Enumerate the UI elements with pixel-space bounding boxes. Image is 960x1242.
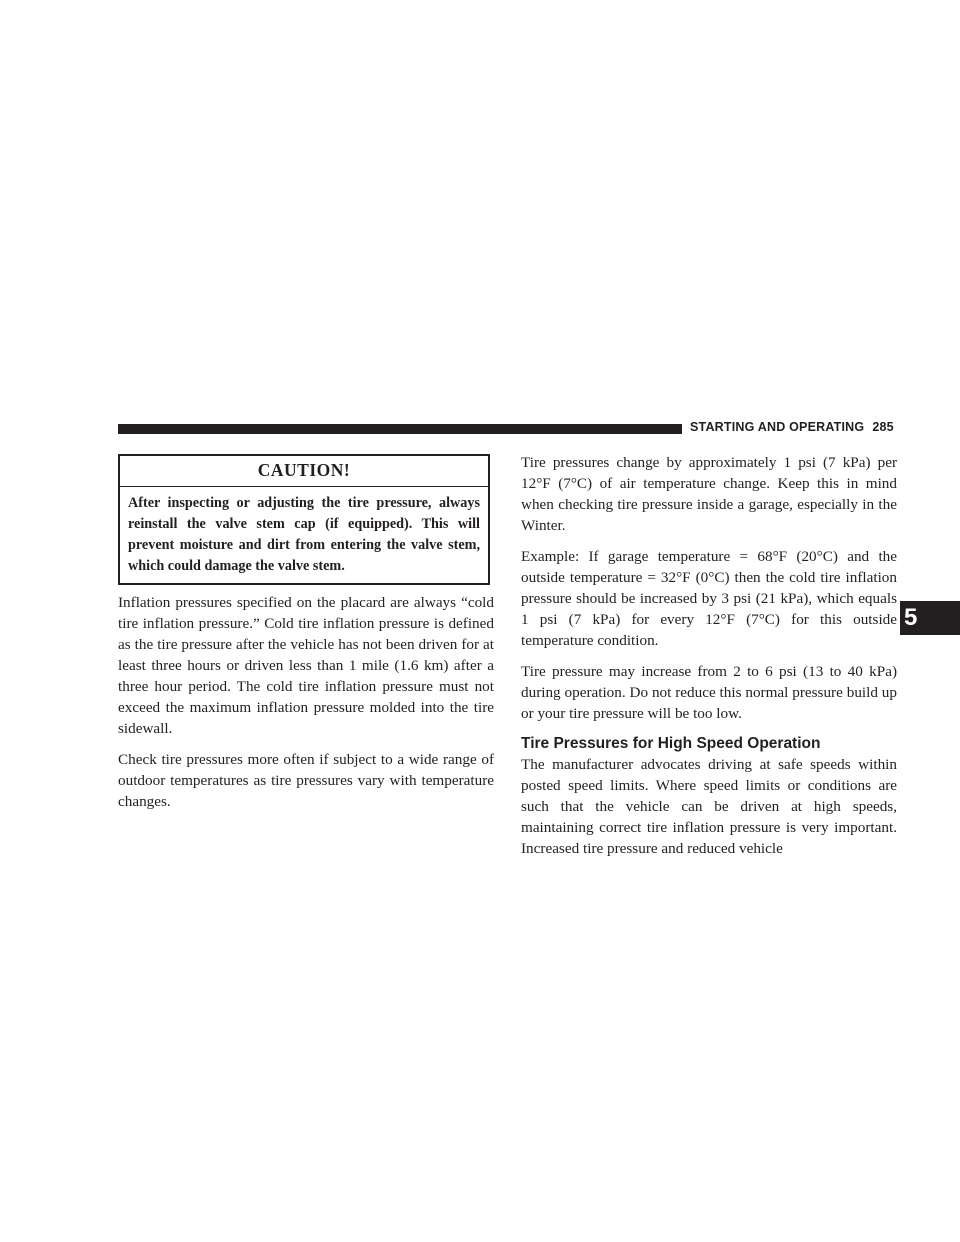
paragraph-check-often: Check tire pressures more often if subject to a wide range of outdoor temperatures as tire pressures vary with temperature changes. [118,751,494,810]
caution-text: After inspecting or adjusting the tire pressure, always reinstall the valve stem cap (if equipped). This will prevent moisture and dirt from entering the valve stem, which could damage the valve stem. [128,495,480,574]
right-column [521,452,897,869]
section-tab: 5 [900,601,960,635]
paragraph-operation-increase: Tire pressure may increase from 2 to 6 psi (13 to 40 kPa) during operation. Do not reduce this normal pressure build up or your tire pressure will be too low. [521,663,897,722]
paragraph-high-speed: The manufacturer advocates driving at safe speeds within posted speed limits. Where speed limits or conditions are such that the vehicle can be driven at high speeds, maintaining correct tire inflation pressure is very important. Increased tire pressure and reduced vehicle [521,756,897,857]
subheading-high-speed: Tire Pressures for High Speed Operation [521,735,821,752]
caution-title: CAUTION! [120,456,488,487]
caution-box [118,454,490,585]
page-number: 285 [872,420,894,434]
paragraph-example: Example: If garage temperature = 68°F (20°C) and the outside temperature = 32°F (0°C) then the cold tire inflation pressure should be increased by 3 psi (21 kPa), which equals 1 psi (7 kPa) for every 12°F (7°C) for this outside temperature condition. [521,548,897,649]
running-header [690,420,894,434]
section-title: STARTING AND OPERATING [690,420,865,434]
left-column [118,454,494,822]
header-rule [118,424,682,434]
paragraph-cold-inflation: Inflation pressures specified on the placard are always “cold tire inflation pressure.” Cold tire inflation pressure is defined as the tire pressure after the vehicle has not been driven for at least three hours or driven less than 1 mile (1.6 km) after a three hour period. The cold tire inflation pressure must not exceed the maximum inflation pressure molded into the tire sidewall. [118,594,494,737]
paragraph-pressure-change: Tire pressures change by approximately 1 psi (7 kPa) per 12°F (7°C) of air temperature change. Keep this in mind when checking tire pressure inside a garage, especially in the Winter. [521,454,897,534]
